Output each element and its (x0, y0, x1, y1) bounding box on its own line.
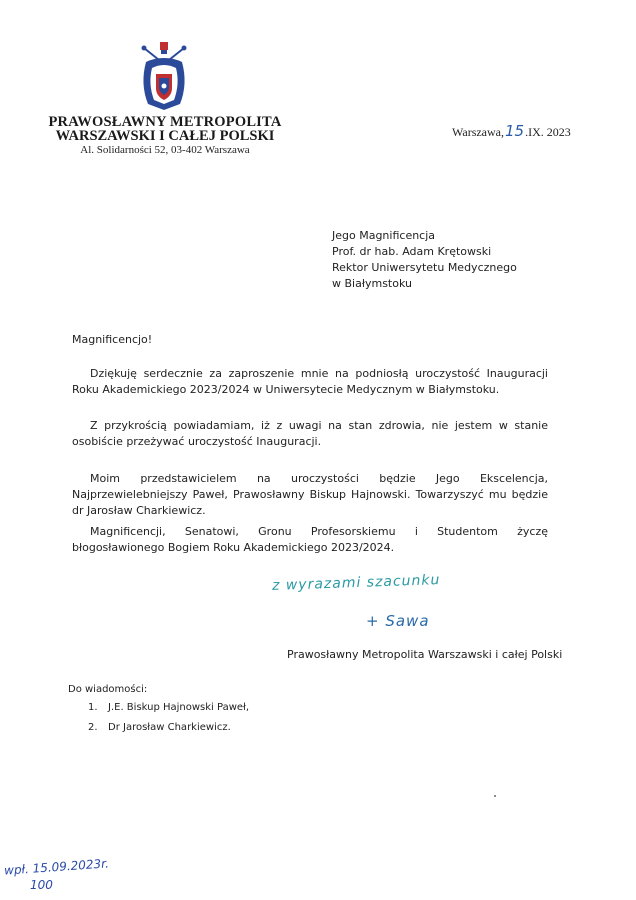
date-rest: .IX. 2023 (525, 125, 571, 139)
cc-item-number: 1. (88, 702, 98, 713)
paragraph-thanks: Dziękuję serdecznie za zaproszenie mnie na podniosłą uroczystość Inauguracji Roku Akademickiego 2023/2024 w Uniwersytecie Medycznym w Białymstoku. (72, 367, 548, 396)
cc-label: Do wiadomości: (68, 684, 148, 695)
paragraph-representative: Moim przedstawicielem na uroczystości będzie Jego Ekscelencja, Najprzewielebniejszy Paweł, Prawosławny Biskup Hajnowski. Towarzyszyć mu będzie dr Jarosław Charkiewicz. (72, 472, 548, 517)
signature: + Sawa (366, 612, 430, 630)
recipient-line: Jego Magnificencja (332, 229, 436, 242)
letterhead-title: PRAWOSŁAWNY METROPOLITA (48, 114, 282, 130)
crest-emblem (136, 40, 192, 112)
handwritten-closing: z wyrazami szacunku (271, 572, 441, 594)
cc-item-number: 2. (88, 722, 98, 733)
date-place: Warszawa, (452, 125, 505, 139)
letterhead-address: Al. Solidarności 52, 03-402 Warszawa (80, 144, 250, 156)
letter-date (452, 122, 571, 140)
date-day-handwritten: 15 (505, 122, 525, 140)
stray-mark (494, 795, 496, 797)
receipt-annotation-number: 100 (30, 878, 53, 892)
recipient-line: Rektor Uniwersytetu Medycznego (332, 261, 517, 274)
signatory-title: Prawosławny Metropolita Warszawski i całej Polski (287, 648, 563, 661)
cc-item (88, 698, 249, 718)
letterhead-subtitle: WARSZAWSKI I CAŁEJ POLSKI (55, 128, 275, 144)
recipient-line: Prof. dr hab. Adam Krętowski (332, 245, 492, 258)
cc-item-text: Dr Jarosław Charkiewicz. (108, 722, 231, 733)
cc-item-text: J.E. Biskup Hajnowski Paweł, (108, 702, 250, 713)
recipient-block (332, 228, 517, 292)
cc-item (88, 718, 249, 738)
receipt-annotation: wpł. 15.09.2023r. (3, 856, 110, 878)
recipient-line: w Białymstoku (332, 277, 412, 290)
cc-list (88, 698, 249, 738)
salutation: Magnificencjo! (72, 333, 153, 346)
paragraph-wishes: Magnificencji, Senatowi, Gronu Profesorskiemu i Studentom życzę błogosławionego Bogiem Roku Akademickiego 2023/2024. (72, 525, 548, 554)
crest-icon (136, 40, 192, 112)
paragraph-regret: Z przykrością powiadamiam, iż z uwagi na stan zdrowia, nie jestem w stanie osobiście przeżywać uroczystość Inauguracji. (72, 419, 548, 448)
